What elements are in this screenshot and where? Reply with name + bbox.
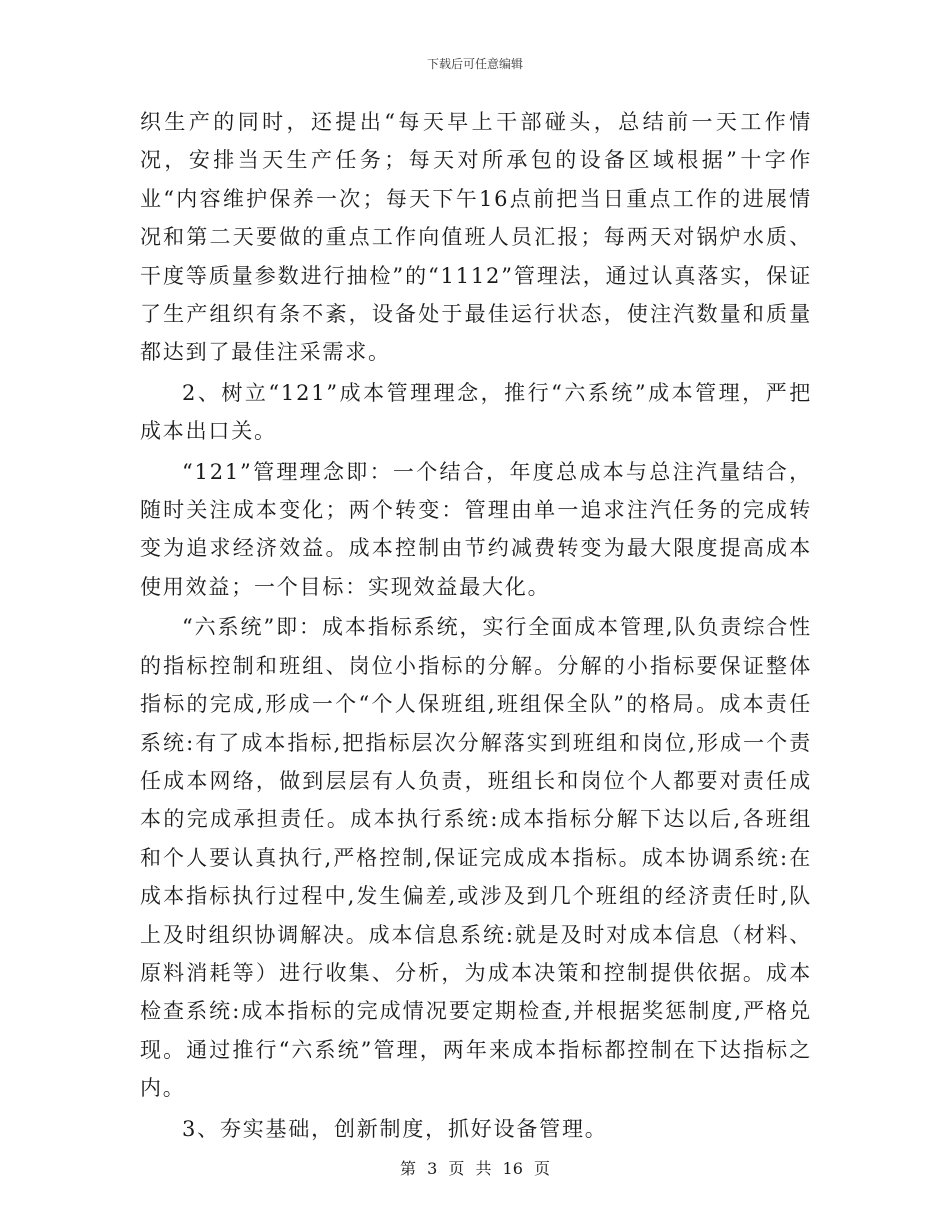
paragraph-section-3-heading: 3、夯实基础，创新制度，抓好设备管理。	[182, 1116, 608, 1141]
paragraph-continuation: 织生产的同时，还提出“每天早上干部碰头，总结前一天工作情况，安排当天生产任务；每天对所承包的设备区域根据”十字作业“内容维护保养一次；每天下午16点前把当日重点工作的进展情况和第二天要做的重点工作向值班人员汇报；每两天对锅炉水质、干度等质量参数进行抽检”的“1112”管理法，通过认真落实，保证了生产组织有条不紊，设备处于最佳运行状态，使注汽数量和质量都达到了最佳注采需求。	[140, 110, 812, 365]
paragraph-section-2-heading: 2、树立“121”成本管理理念，推行“六系统”成本管理，严把成本出口关。	[140, 380, 812, 444]
page-number-footer: 第 3 页 共 16 页	[400, 1159, 550, 1178]
paragraph-121-concept: “121”管理理念即：一个结合，年度总成本与总注汽量结合，随时关注成本变化；两个转变：管理由单一追求注汽任务的完成转变为追求经济效益。成本控制由节约减费转变为最大限度提高成本使用效益；一个目标：实现效益最大化。	[140, 459, 812, 599]
paragraph-six-systems: “六系统”即：成本指标系统，实行全面成本管理,队负责综合性的指标控制和班组、岗位小指标的分解。分解的小指标要保证整体指标的完成,形成一个“个人保班组,班组保全队”的格局。成本责任系统:有了成本指标,把指标层次分解落实到班组和岗位,形成一个责任成本网络，做到层层有人负责，班组长和岗位个人都要对责任成本的完成承担责任。成本执行系统:成本指标分解下达以后,各班组和个人要认真执行,严格控制,保证完成成本指标。成本协调系统:在成本指标执行过程中,发生偏差,或涉及到几个班组的经济责任时,队上及时组织协调解决。成本信息系统:就是及时对成本信息（材料、原料消耗等）进行收集、分析，为成本决策和控制提供依据。成本检查系统:成本指标的完成情况要定期检查,并根据奖惩制度,严格兑现。通过推行“六系统”管理，两年来成本指标都控制在下达指标之内。	[140, 615, 812, 1101]
document-body	[140, 103, 812, 1148]
page-header: 下载后可任意编辑	[426, 57, 523, 71]
